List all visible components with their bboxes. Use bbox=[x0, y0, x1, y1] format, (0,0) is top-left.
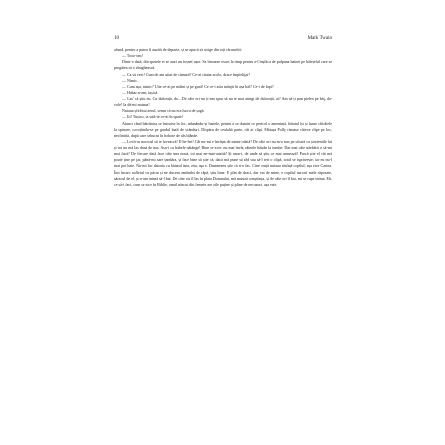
paragraph: Atunci când bătrânica se întoarse în loc, adunându-și fustele, pentru a se dumiri ce pericol o amenință, băiatul își și luase călcâiele la spinare, cocoțându-se pe gardul înalt de scânduri. Dispăru de cealaltă parte, cât ai clipi. Mătușa Polly rămase câteva clipe pe loc, neclintită, după care izbucni în hohote de râs blânde. bbox=[114, 120, 332, 138]
paragraph: — Las' că știu eu. Cu dulceață, da... De câte ori nu ți-am spus să nu te mai atingi de dulceață, ai? Am să-ți pun pielea pe băţ, da-vole! Ia dă-mi nuiaua! bbox=[114, 96, 332, 108]
paragraph: Dintr-o dată, din spatele ei se auzi un foșnet ușor. Se întoarse exact la timp pentru a-l înșfăca de pulpana hainei pe băiețelul care se pregătea să o zbughească. bbox=[114, 59, 332, 71]
paragraph: afund, pentru a putea fi auzită de departe, și se apucă să strige din toți rărunchii: bbox=[114, 47, 242, 52]
paragraph: — Cum așa, nimic? Uite ce-ai pe mâini și pe gură! Ce ce-i asta mânjit în așa hal? Ce-i de fapt? bbox=[122, 83, 274, 89]
paragraph: — Nimic. bbox=[122, 77, 138, 83]
paragraph: Nuiaua șfichiui aerul, semn că nu era lucru de șagă. bbox=[122, 108, 205, 114]
running-head-author: Mark Twain bbox=[307, 36, 332, 41]
page-number: 10 bbox=[114, 36, 119, 41]
paragraph: — Tooo-om! bbox=[122, 53, 143, 59]
paragraph: — Iii! Tușico, ia uită-te ce-ai în spate! bbox=[122, 114, 184, 120]
body-text bbox=[114, 47, 332, 439]
paragraph: — Habar n-am, tușică. bbox=[122, 89, 159, 95]
paragraph: — Lovit-ar norocul să te lovească! E-he-hei! Cât nu-mi e învățat de minte odată? De câte ori nu m-a tras pe sfoară cu șireteniile lui și tot nu mă las dusă de nas. Așa-i cu babele nătânge! Bine se zice: nu mai învăț câinele bătrân la tumbe. Dar mai câte năzbâtii o să-mi mai facă? De fiecare dată face câte una nouă, tot mai ne-mai-auzită! Și amu-i, de unde să știu ce mai urmează? Parcă știe el cât mă poate ține pe jar, până-mi sare țandăra, și face bine să știe că, dacă mă pune să râd sau să-l iert o clipă, totul se isprăvește, iar eu nu-l mai pot bate. Nu-mi fac datoria cu băiatul ăsta, zău, așa e. Dumnezeu știe că n-o fac. Cine cruță nuiaua răsfață copilul, așa zice Cartea. Îmi încarc sufletul cu păcat și ne ducem amândoi de râpă, știu bine. E plin de draci, dar vai de mine, e copilul surorii mele răposate, săracul de el, și n-am inimă să-l bat. De câte ori îl las în plata Domnului, mă mustră conștiința, și de câte ori îl bat, mi se rupe inima. Eh, ce să-i faci, cum se zice în Biblie, omul născut din femeie are zile puține și pline de necazuri, așa este. bbox=[114, 138, 332, 187]
page-header bbox=[114, 34, 332, 44]
paragraph: — Ca să vezi! Cum de am uitat de cămară? Ce-ai căutat acolo, drace împieliţat? bbox=[122, 71, 251, 77]
